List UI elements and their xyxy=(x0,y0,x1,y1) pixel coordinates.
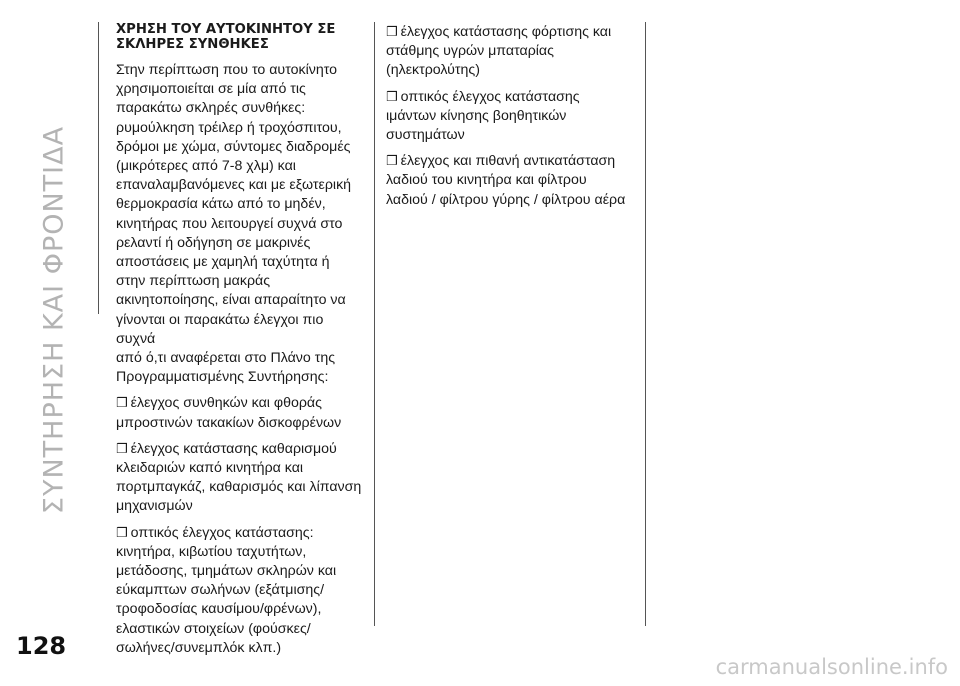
text-line: μπροστινών τακακίων δισκοφρένων xyxy=(116,414,342,431)
text-line: επαναλαμβανόμενες και με εξωτερική xyxy=(116,177,352,194)
text-line: μηχανισμών xyxy=(116,498,193,515)
text-line: εύκαμπτων σωλήνων (εξάτμισης/ xyxy=(116,582,325,599)
item-text: έλεγχος και πιθανή αντικατάσταση xyxy=(400,153,616,170)
text-line: παρακάτω σκληρές συνθήκες: xyxy=(116,100,306,117)
text-line: λαδιού / φίλτρου γύρης / φίλτρου αέρα xyxy=(386,191,626,208)
text-line xyxy=(386,151,641,171)
text-line xyxy=(116,439,366,459)
text-line xyxy=(116,523,366,543)
text-line: στην περίπτωση μακράς xyxy=(116,273,271,290)
text-line: πορτμπαγκάζ, καθαρισμός και λίπανση xyxy=(116,479,362,496)
checkbox-bullet-icon: ❒ xyxy=(386,24,398,39)
list-item xyxy=(116,393,366,432)
list-item xyxy=(386,22,641,81)
text-line: (μικρότερες από 7-8 χλμ) και xyxy=(116,158,296,175)
intro-paragraph xyxy=(116,61,366,387)
heading-line: ΧΡΗΣΗ ΤΟΥ ΑΥΤΟΚΙΝΗΤΟΥ ΣΕ xyxy=(116,22,336,37)
text-line xyxy=(386,87,641,107)
list-item xyxy=(116,439,366,517)
text-line: κλειδαριών καπό κινητήρα και xyxy=(116,460,304,477)
text-line: γίνονται οι παρακάτω έλεγχοι πιο συχνά xyxy=(116,311,324,347)
checkbox-bullet-icon: ❒ xyxy=(386,88,398,104)
item-text: έλεγχος συνθηκών και φθοράς xyxy=(130,395,322,412)
checkbox-bullet-icon: ❒ xyxy=(116,440,128,456)
text-line xyxy=(116,393,366,413)
text-line: (ηλεκτρολύτης) xyxy=(386,62,480,79)
text-line: σωλήνες/συνεμπλόκ κλπ.) xyxy=(116,639,282,656)
text-line: από ό,τι αναφέρεται στο Πλάνο της xyxy=(116,350,336,367)
list-item xyxy=(116,523,366,658)
column-divider-right xyxy=(645,22,646,626)
checkbox-bullet-icon: ❒ xyxy=(386,153,398,169)
text-line: αποστάσεις με χαμηλή ταχύτητα ή xyxy=(116,254,330,271)
text-line: χρησιμοποιείται σε μία από τις xyxy=(116,81,306,98)
text-line: ακινητοποίησης, είναι απαραίτητο να xyxy=(116,292,346,309)
text-line: ρυμούλκηση τρέιλερ ή τροχόσπιτου, xyxy=(116,119,342,136)
checkbox-bullet-icon: ❒ xyxy=(116,395,128,411)
text-line: δρόμοι με χώμα, σύντομες διαδρομές xyxy=(116,138,351,155)
text-line: Στην περίπτωση που το αυτοκίνητο xyxy=(116,62,338,78)
list-item xyxy=(386,87,641,146)
section-heading xyxy=(116,22,366,52)
text-line: ελαστικών στοιχείων (φούσκες/ xyxy=(116,620,311,637)
text-line xyxy=(386,22,641,42)
text-line: συστημάτων xyxy=(386,127,465,144)
text-line: κινητήρα, κιβωτίου ταχυτήτων, xyxy=(116,543,307,560)
heading-line: ΣΚΛΗΡΕΣ ΣΥΝΘΗΚΕΣ xyxy=(116,37,269,52)
text-line: λαδιού του κινητήρα και φίλτρου xyxy=(386,172,587,189)
item-text: έλεγχος κατάστασης φόρτισης και xyxy=(400,24,612,40)
section-title-vertical: ΣΥΝΤΗΡΗΣΗ ΚΑΙ ΦΡΟΝΤΙΔΑ xyxy=(38,125,70,515)
section-rule xyxy=(98,22,99,314)
text-line: ιμάντων κίνησης βοηθητικών xyxy=(386,107,567,124)
text-line: ρελαντί ή οδήγηση σε μακρινές xyxy=(116,234,311,251)
watermark-link[interactable]: carmanualsonline.info xyxy=(715,655,948,679)
item-text: έλεγχος κατάστασης καθαρισμού xyxy=(130,440,337,457)
item-text: οπτικός έλεγχος κατάστασης: xyxy=(130,524,314,541)
text-line: Προγραμματισμένης Συντήρησης: xyxy=(116,369,329,386)
text-line: στάθμης υγρών μπαταρίας xyxy=(386,43,554,60)
column-divider xyxy=(374,22,375,626)
text-line: τροφοδοσίας καυσίμου/φρένων), xyxy=(116,601,322,618)
list-item xyxy=(386,151,641,210)
text-line: θερμοκρασία κάτω από το μηδέν, xyxy=(116,196,326,213)
left-column xyxy=(116,22,366,658)
text-line: μετάδοσης, τμημάτων σκληρών και xyxy=(116,563,337,580)
item-text: οπτικός έλεγχος κατάστασης xyxy=(400,88,580,105)
page-number: 128 xyxy=(16,632,67,660)
right-column xyxy=(386,22,641,210)
text-line: κινητήρας που λειτουργεί συχνά στο xyxy=(116,215,343,232)
checkbox-bullet-icon: ❒ xyxy=(116,524,128,540)
